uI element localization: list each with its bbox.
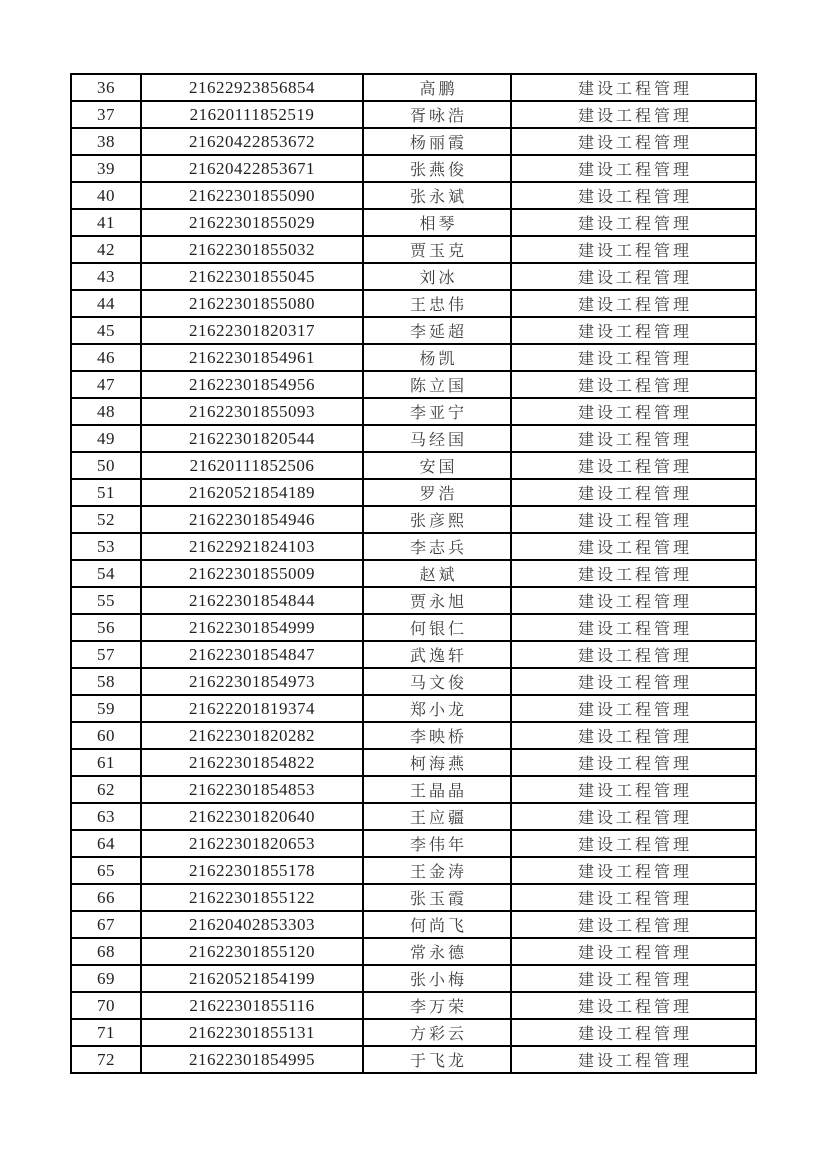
row-number-cell: 64 — [71, 830, 141, 857]
program-cell: 建设工程管理 — [511, 992, 756, 1019]
student-name-cell: 王晶晶 — [363, 776, 511, 803]
student-name-cell: 马经国 — [363, 425, 511, 452]
table-row — [71, 506, 756, 533]
student-name-cell: 张玉霞 — [363, 884, 511, 911]
table-row — [71, 263, 756, 290]
table-row — [71, 614, 756, 641]
table-row — [71, 74, 756, 101]
row-number-cell: 70 — [71, 992, 141, 1019]
student-name-cell: 杨凯 — [363, 344, 511, 371]
program-cell: 建设工程管理 — [511, 236, 756, 263]
student-name-cell: 王金涛 — [363, 857, 511, 884]
student-id-cell: 21620422853672 — [141, 128, 363, 155]
student-name-cell: 李万荣 — [363, 992, 511, 1019]
program-cell: 建设工程管理 — [511, 803, 756, 830]
program-cell: 建设工程管理 — [511, 749, 756, 776]
row-number-cell: 49 — [71, 425, 141, 452]
student-name-cell: 相琴 — [363, 209, 511, 236]
student-id-cell: 21620111852506 — [141, 452, 363, 479]
table-row — [71, 398, 756, 425]
row-number-cell: 52 — [71, 506, 141, 533]
student-name-cell: 马文俊 — [363, 668, 511, 695]
row-number-cell: 45 — [71, 317, 141, 344]
table-row — [71, 911, 756, 938]
row-number-cell: 71 — [71, 1019, 141, 1046]
row-number-cell: 62 — [71, 776, 141, 803]
student-name-cell: 何尚飞 — [363, 911, 511, 938]
student-id-cell: 21622301820544 — [141, 425, 363, 452]
program-cell: 建设工程管理 — [511, 452, 756, 479]
student-name-cell: 方彩云 — [363, 1019, 511, 1046]
student-id-cell: 21622301855178 — [141, 857, 363, 884]
table-row — [71, 803, 756, 830]
student-roster-table — [70, 73, 757, 1074]
student-name-cell: 罗浩 — [363, 479, 511, 506]
row-number-cell: 60 — [71, 722, 141, 749]
row-number-cell: 55 — [71, 587, 141, 614]
program-cell: 建设工程管理 — [511, 182, 756, 209]
table-row — [71, 236, 756, 263]
row-number-cell: 48 — [71, 398, 141, 425]
program-cell: 建设工程管理 — [511, 1019, 756, 1046]
table-row — [71, 452, 756, 479]
student-id-cell: 21622301854973 — [141, 668, 363, 695]
table-row — [71, 209, 756, 236]
program-cell: 建设工程管理 — [511, 533, 756, 560]
program-cell: 建设工程管理 — [511, 857, 756, 884]
student-name-cell: 杨丽霞 — [363, 128, 511, 155]
table-row — [71, 776, 756, 803]
program-cell: 建设工程管理 — [511, 830, 756, 857]
table-row — [71, 749, 756, 776]
program-cell: 建设工程管理 — [511, 1046, 756, 1073]
student-id-cell: 21622301855131 — [141, 1019, 363, 1046]
program-cell: 建设工程管理 — [511, 614, 756, 641]
row-number-cell: 59 — [71, 695, 141, 722]
program-cell: 建设工程管理 — [511, 74, 756, 101]
row-number-cell: 56 — [71, 614, 141, 641]
table-row — [71, 587, 756, 614]
program-cell: 建设工程管理 — [511, 560, 756, 587]
student-name-cell: 胥咏浩 — [363, 101, 511, 128]
program-cell: 建设工程管理 — [511, 776, 756, 803]
table-row — [71, 479, 756, 506]
table-row — [71, 641, 756, 668]
row-number-cell: 37 — [71, 101, 141, 128]
student-id-cell: 21622301820640 — [141, 803, 363, 830]
student-name-cell: 郑小龙 — [363, 695, 511, 722]
student-name-cell: 张永斌 — [363, 182, 511, 209]
row-number-cell: 42 — [71, 236, 141, 263]
program-cell: 建设工程管理 — [511, 398, 756, 425]
program-cell: 建设工程管理 — [511, 317, 756, 344]
student-name-cell: 柯海燕 — [363, 749, 511, 776]
student-name-cell: 王应疆 — [363, 803, 511, 830]
student-name-cell: 安国 — [363, 452, 511, 479]
row-number-cell: 38 — [71, 128, 141, 155]
table-row — [71, 155, 756, 182]
table-row — [71, 668, 756, 695]
row-number-cell: 40 — [71, 182, 141, 209]
program-cell: 建设工程管理 — [511, 155, 756, 182]
student-name-cell: 李伟年 — [363, 830, 511, 857]
table-row — [71, 533, 756, 560]
student-id-cell: 21622923856854 — [141, 74, 363, 101]
program-cell: 建设工程管理 — [511, 911, 756, 938]
student-name-cell: 李映桥 — [363, 722, 511, 749]
student-name-cell: 赵斌 — [363, 560, 511, 587]
table-row — [71, 317, 756, 344]
student-name-cell: 刘冰 — [363, 263, 511, 290]
row-number-cell: 39 — [71, 155, 141, 182]
student-id-cell: 21622921824103 — [141, 533, 363, 560]
row-number-cell: 53 — [71, 533, 141, 560]
table-row — [71, 128, 756, 155]
table-row — [71, 830, 756, 857]
table-row — [71, 1046, 756, 1073]
student-id-cell: 21622301854844 — [141, 587, 363, 614]
table-row — [71, 182, 756, 209]
student-id-cell: 21622301854956 — [141, 371, 363, 398]
student-id-cell: 21620111852519 — [141, 101, 363, 128]
program-cell: 建设工程管理 — [511, 668, 756, 695]
program-cell: 建设工程管理 — [511, 722, 756, 749]
row-number-cell: 66 — [71, 884, 141, 911]
program-cell: 建设工程管理 — [511, 695, 756, 722]
program-cell: 建设工程管理 — [511, 209, 756, 236]
row-number-cell: 51 — [71, 479, 141, 506]
student-id-cell: 21622301855116 — [141, 992, 363, 1019]
row-number-cell: 46 — [71, 344, 141, 371]
program-cell: 建设工程管理 — [511, 344, 756, 371]
table-row — [71, 722, 756, 749]
student-name-cell: 何银仁 — [363, 614, 511, 641]
student-id-cell: 21622301854995 — [141, 1046, 363, 1073]
program-cell: 建设工程管理 — [511, 128, 756, 155]
student-name-cell: 贾玉克 — [363, 236, 511, 263]
student-id-cell: 21620402853303 — [141, 911, 363, 938]
student-name-cell: 李延超 — [363, 317, 511, 344]
program-cell: 建设工程管理 — [511, 587, 756, 614]
student-id-cell: 21622301855032 — [141, 236, 363, 263]
row-number-cell: 72 — [71, 1046, 141, 1073]
roster-table-body — [71, 74, 756, 1073]
table-row — [71, 290, 756, 317]
student-name-cell: 王忠伟 — [363, 290, 511, 317]
row-number-cell: 54 — [71, 560, 141, 587]
student-id-cell: 21620521854199 — [141, 965, 363, 992]
student-name-cell: 李志兵 — [363, 533, 511, 560]
student-id-cell: 21622301855120 — [141, 938, 363, 965]
student-name-cell: 高鹏 — [363, 74, 511, 101]
table-row — [71, 965, 756, 992]
student-name-cell: 张彦熙 — [363, 506, 511, 533]
program-cell: 建设工程管理 — [511, 884, 756, 911]
student-id-cell: 21622301854999 — [141, 614, 363, 641]
table-row — [71, 371, 756, 398]
student-name-cell: 武逸轩 — [363, 641, 511, 668]
student-name-cell: 张燕俊 — [363, 155, 511, 182]
student-id-cell: 21622301854961 — [141, 344, 363, 371]
table-row — [71, 695, 756, 722]
student-name-cell: 贾永旭 — [363, 587, 511, 614]
student-id-cell: 21622301820282 — [141, 722, 363, 749]
student-id-cell: 21622201819374 — [141, 695, 363, 722]
student-id-cell: 21620422853671 — [141, 155, 363, 182]
student-id-cell: 21622301820317 — [141, 317, 363, 344]
program-cell: 建设工程管理 — [511, 263, 756, 290]
student-name-cell: 于飞龙 — [363, 1046, 511, 1073]
table-row — [71, 938, 756, 965]
table-row — [71, 992, 756, 1019]
program-cell: 建设工程管理 — [511, 479, 756, 506]
student-name-cell: 李亚宁 — [363, 398, 511, 425]
row-number-cell: 36 — [71, 74, 141, 101]
row-number-cell: 63 — [71, 803, 141, 830]
student-id-cell: 21622301820653 — [141, 830, 363, 857]
row-number-cell: 65 — [71, 857, 141, 884]
table-row — [71, 1019, 756, 1046]
student-name-cell: 张小梅 — [363, 965, 511, 992]
row-number-cell: 44 — [71, 290, 141, 317]
program-cell: 建设工程管理 — [511, 938, 756, 965]
student-id-cell: 21620521854189 — [141, 479, 363, 506]
program-cell: 建设工程管理 — [511, 101, 756, 128]
row-number-cell: 57 — [71, 641, 141, 668]
table-row — [71, 101, 756, 128]
student-name-cell: 陈立国 — [363, 371, 511, 398]
student-id-cell: 21622301855122 — [141, 884, 363, 911]
table-row — [71, 560, 756, 587]
row-number-cell: 47 — [71, 371, 141, 398]
row-number-cell: 58 — [71, 668, 141, 695]
row-number-cell: 50 — [71, 452, 141, 479]
student-id-cell: 21622301854946 — [141, 506, 363, 533]
student-id-cell: 21622301855045 — [141, 263, 363, 290]
program-cell: 建设工程管理 — [511, 290, 756, 317]
student-id-cell: 21622301854822 — [141, 749, 363, 776]
program-cell: 建设工程管理 — [511, 965, 756, 992]
student-id-cell: 21622301855029 — [141, 209, 363, 236]
program-cell: 建设工程管理 — [511, 641, 756, 668]
row-number-cell: 68 — [71, 938, 141, 965]
row-number-cell: 43 — [71, 263, 141, 290]
program-cell: 建设工程管理 — [511, 506, 756, 533]
row-number-cell: 69 — [71, 965, 141, 992]
program-cell: 建设工程管理 — [511, 371, 756, 398]
table-row — [71, 425, 756, 452]
student-id-cell: 21622301854847 — [141, 641, 363, 668]
program-cell: 建设工程管理 — [511, 425, 756, 452]
table-row — [71, 884, 756, 911]
table-row — [71, 344, 756, 371]
student-id-cell: 21622301855080 — [141, 290, 363, 317]
student-id-cell: 21622301855093 — [141, 398, 363, 425]
row-number-cell: 61 — [71, 749, 141, 776]
student-id-cell: 21622301855090 — [141, 182, 363, 209]
student-id-cell: 21622301854853 — [141, 776, 363, 803]
row-number-cell: 67 — [71, 911, 141, 938]
row-number-cell: 41 — [71, 209, 141, 236]
student-id-cell: 21622301855009 — [141, 560, 363, 587]
student-name-cell: 常永德 — [363, 938, 511, 965]
table-row — [71, 857, 756, 884]
